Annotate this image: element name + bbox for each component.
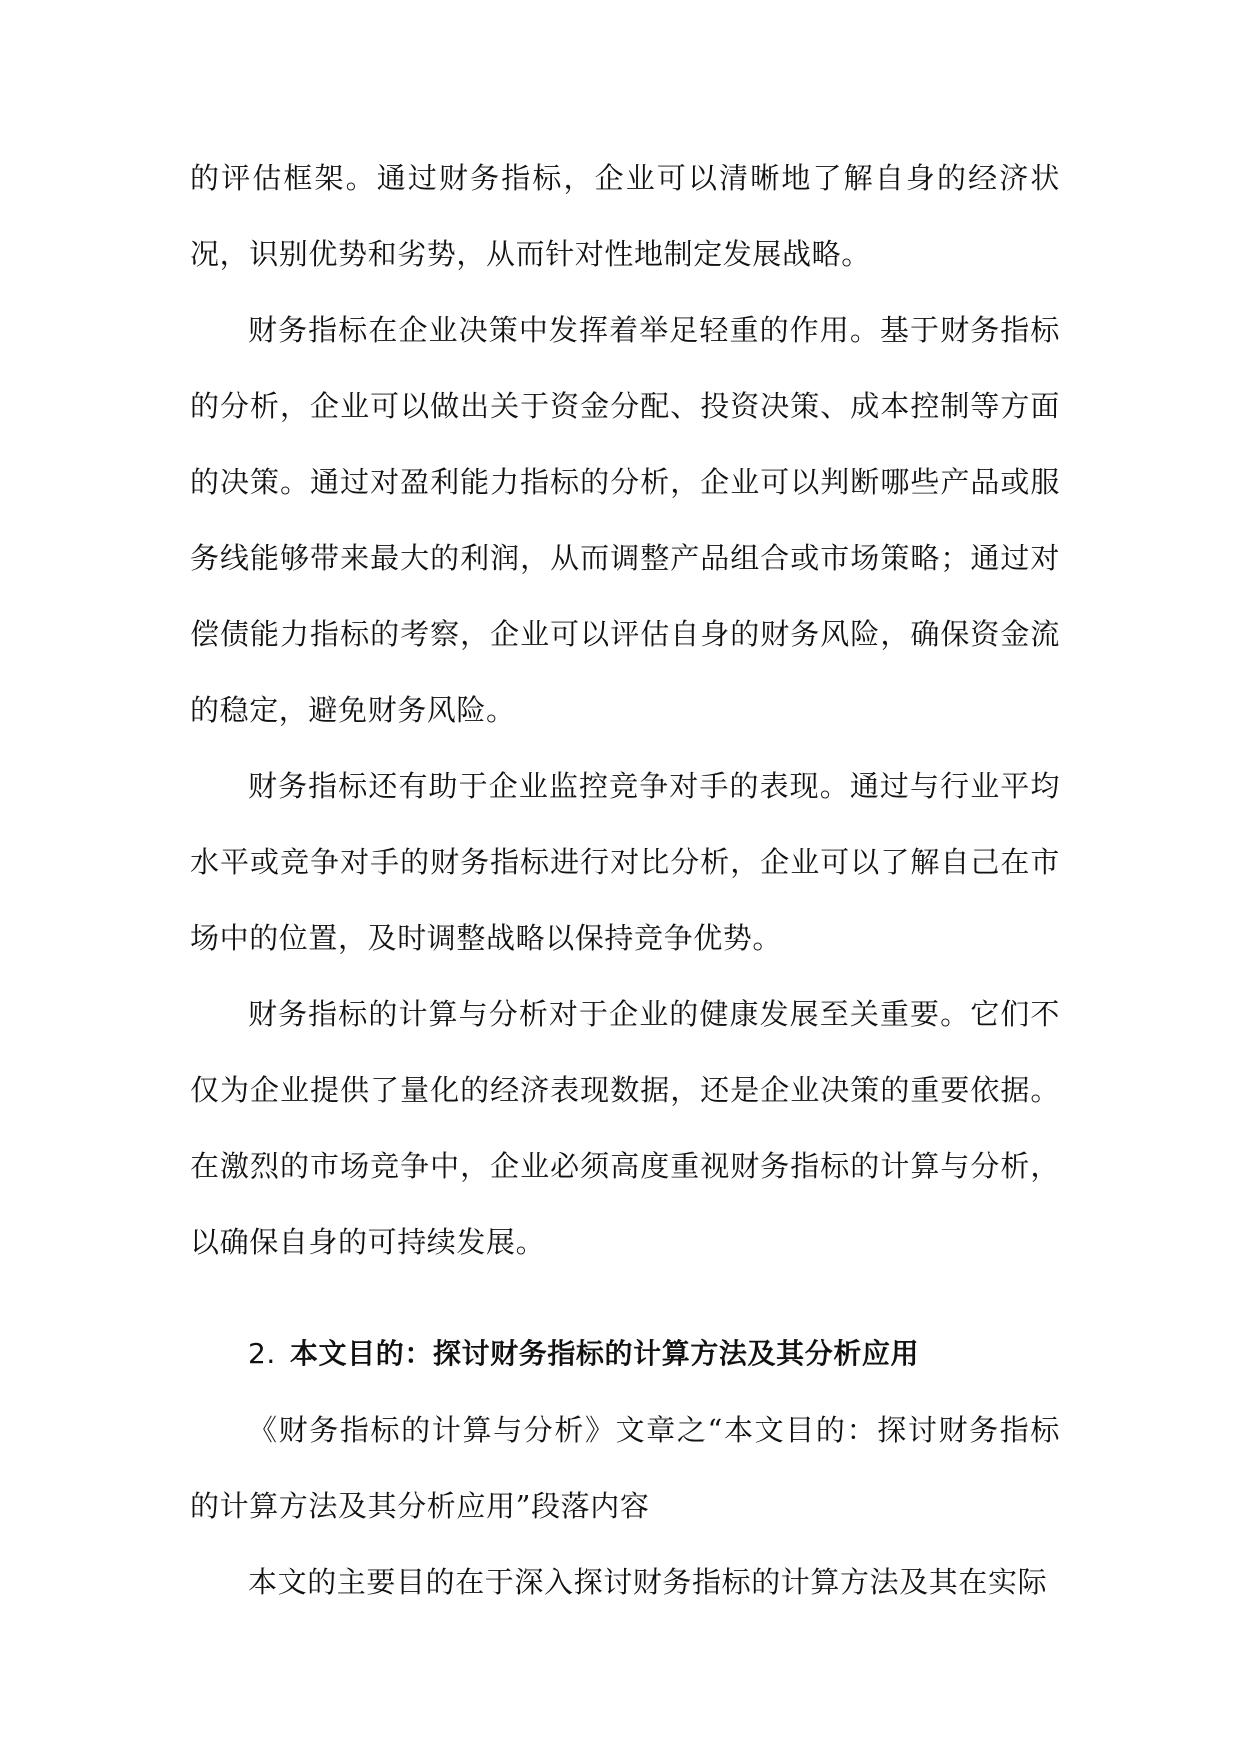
paragraph-section-intro: 《财务指标的计算与分析》文章之“本文目的：探讨财务指标的计算方法及其分析应用”段落内容 — [190, 1413, 1060, 1523]
paragraph-importance-summary: 财务指标的计算与分析对于企业的健康发展至关重要。它们不仅为企业提供了量化的经济表现数据，还是企业决策的重要依据。在激烈的市场竞争中，企业必须高度重视财务指标的计算与分析，以确保自身的可持续发展。 — [190, 997, 1060, 1259]
section-heading — [190, 1316, 1060, 1392]
document-body — [190, 140, 1060, 1620]
paragraph-competitor-monitoring: 财务指标还有助于企业监控竞争对手的表现。通过与行业平均水平或竞争对手的财务指标进行对比分析，企业可以了解自己在市场中的位置，及时调整战略以保持竞争优势。 — [190, 769, 1060, 955]
paragraph-purpose: 本文的主要目的在于深入探讨财务指标的计算方法及其在实际 — [248, 1565, 1048, 1599]
paragraph-continued: 的评估框架。通过财务指标，企业可以清晰地了解自身的经济状况，识别优势和劣势，从而针对性地制定发展战略。 — [190, 161, 1060, 271]
section-title: 本文目的：探讨财务指标的计算方法及其分析应用 — [289, 1337, 920, 1370]
section-number: 2. — [248, 1337, 276, 1370]
paragraph-decision-role: 财务指标在企业决策中发挥着举足轻重的作用。基于财务指标的分析，企业可以做出关于资金分配、投资决策、成本控制等方面的决策。通过对盈利能力指标的分析，企业可以判断哪些产品或服务线能够带来最大的利润，从而调整产品组合或市场策略；通过对偿债能力指标的考察，企业可以评估自身的财务风险，确保资金流的稳定，避免财务风险。 — [190, 313, 1060, 727]
